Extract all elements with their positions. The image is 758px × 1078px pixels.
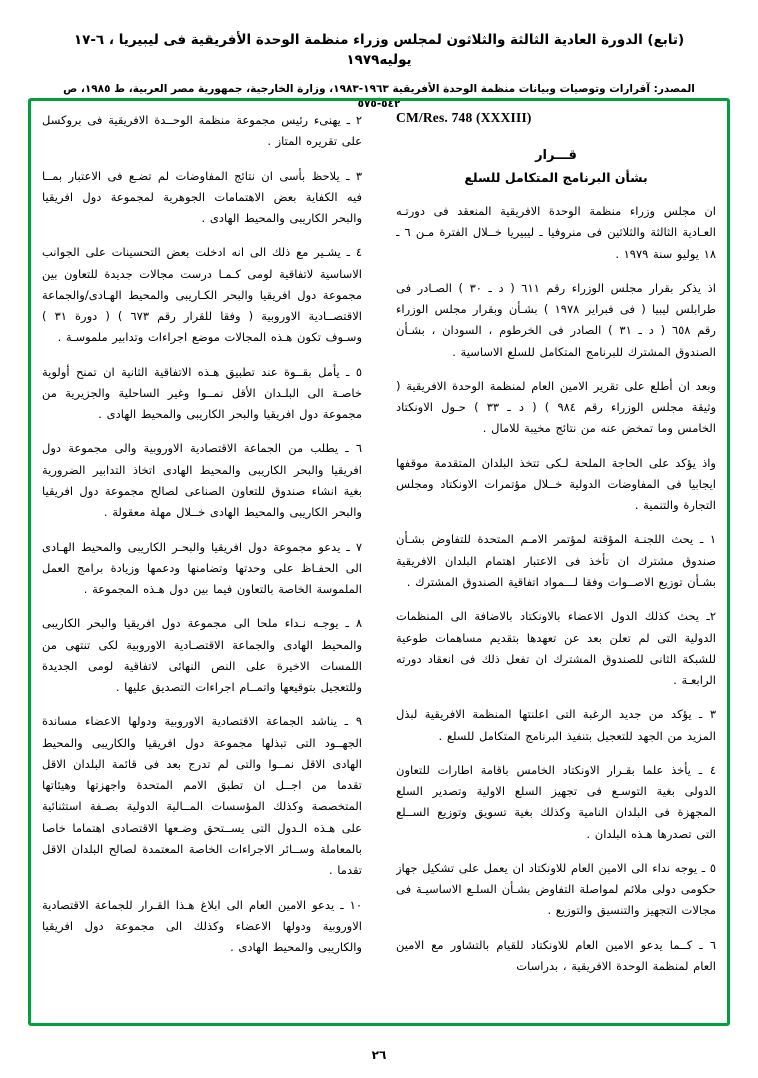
paragraph: ٧ ـ يدعو مجموعة دول افريقيا والبحـر الكاريبى والمحيط الهـادى الى الحفـاظ على وحدتها وتضامنها ودعمها وزيادة برامج العمل الملموسة الخاصة بالتعاون فيما بين دول هـذه المجموعة . bbox=[42, 539, 362, 597]
document-subtitle: بشأن البرنامج المتكامل للسلع bbox=[464, 170, 648, 185]
document-title: قـــرار bbox=[535, 148, 577, 163]
paragraph: اذ يذكر بقرار مجلس الوزراء رقم ٦١١ ( د ـ ٣٠ ) الصـادر فى طرابلس ليبيا ( فى فبراير ١٩٧٨ ) بشـأن وبقرار مجلس الوزراء رقم ٦٥٨ ( د ـ ٣١ ) الصادر فى الخرطوم ، السودان ، بشـأن الصندوق المشترك للبرنامج المتكامل للسلع الاساسية . bbox=[396, 280, 716, 359]
paragraph: ٢ ـ يهنىء رئيس مجموعة منظمة الوحــدة الافريقية فى بروكسل على تقريره المتاز . bbox=[42, 113, 362, 149]
paragraph: ٥ ـ يوجه نداء الى الامين العام للاونكتاد ان يعمل على تشكيل جهاز حكومى دولى ملائم لمواصلة التفاوض بشـأن السلـع الاساسيـة فى مجالات التجهيز والتنسيق والتوزيع . bbox=[396, 860, 716, 918]
two-column-body bbox=[42, 110, 716, 1016]
column-right bbox=[396, 110, 716, 1016]
paragraph: ١ ـ يحث اللجنـة المؤقتة لمؤتمر الامـم المتحدة للتفاوض بشـأن صندوق مشترك ان تأخذ فى الاعتبار اهتمام البلدان الافريقية بشـأن توزيع الاصــوات وفقا لـــمواد اتفاقية الصندوق المشترك . bbox=[396, 532, 716, 589]
paragraph: ٣ ـ يؤكد من جديد الرغبة التى اعلنتها المنظمة الافريقية لبذل المزيد من الجهد للتعجيل بتنفيذ البرنامج المتكامل للسلع . bbox=[396, 707, 716, 743]
paragraph: ٦ ـ يطلب من الجماعة الاقتصادية الاوروبية والى مجموعة دول افريقيا والبحر الكاريبى والمحيط الهادى اتخاذ التدابير الضرورية بغية انشاء صندوق للتعاون الصناعى لصالح مجموعة دول افريقيا والبحر الكاريبى والمحيط الهادى خــلال مهلة معقولة . bbox=[42, 441, 362, 520]
paragraph: ٩ ـ يناشد الجماعة الاقتصادية الاوروبية ودولها الاعضاء مساندة الجهــود التى تبذلها مجموعة دول افريقيا والكاريبى والمحيط الهادى الاقل نمــوا والتى لم تدرج بعد فى قائمة البلدان الاقل تقدما من اجــل ان تطبق الامم المتحدة واجهزتها وهيئاتها المتخصصة وكذلك المؤسسات المــالية الدولية بصـفة استثنائية على هـذه الـدول التى يســتحق وضـعها الاقتصادى اهتماما خاصا بالمعاملة وســائر الاجراءات الخاصة المعتمدة لصالح البلدان الاقل تقدما . bbox=[42, 714, 362, 878]
paragraph: ٨ ـ يوجـه نـداء ملحا الى مجموعة دول افريقيا والبحر الكاريبى والمحيط الهادى والجماعة الاقتصـادية الاوروبية لكى تنتهى من اللمسات الاخيرة على النص النهائى لاتفاقية لومى الجديدة وللتعجيل بتوقيعها واتمــام اجراءات التصديق عليها . bbox=[42, 616, 362, 695]
paragraph: واذ يؤكد على الحاجة الملحة لـكى تتخذ البلدان المتقدمة موقفها ايجابيا فى المفاوضات الدولية خــلال مؤتمرات الاونكتاد ومجلس التجارة والتنمية . bbox=[396, 455, 716, 513]
page-number: ٢٦ bbox=[371, 1048, 387, 1062]
paragraph: ٥ ـ يأمل بقــوة عند تطبيق هـذه الاتفاقية الثانية ان تمنح أولوية خاصـة الى البلـدان الأقل نمــوا وغير الساحلية والجزيرية من مجموعة دول افريقيا والبحر الكاريبى والمحيط الهادى . bbox=[42, 364, 362, 422]
page-header bbox=[0, 0, 758, 113]
paragraph: وبعد ان أطلع على تقرير الامين العام لمنظمة الوحدة الافريقية ( وثيقة مجلس الوزراء رقم ٩٨٤ ) ( د ـ ٣٣ ) حـول الاونكتاد الخامس وما تمخض عنه من نتائج مخيبة للامال . bbox=[396, 378, 716, 436]
header-title: (تابع) الدورة العادية الثالثة والثلاثون لمجلس وزراء منظمة الوحدة الأفريقية فى ليبيريا ، ٦-١٧ يوليه١٩٧٩ bbox=[73, 32, 685, 69]
paragraph: ٦ ـ كــما يدعو الامين العام للاونكتاد للقيام بالتشاور مع الامين العام لمنظمة الوحدة الافريقية ، بدراسات bbox=[396, 937, 716, 973]
column-left bbox=[42, 110, 362, 1016]
paragraph: ان مجلس وزراء منظمة الوحدة الافريقية المنعقد فى دورتـه العـادية الثالثة والثلاثين فى منروفيا ـ ليبيريا خــلال الفترة مـن ٦ ـ ١٨ يوليو سنة ١٩٧٩ . bbox=[396, 204, 716, 261]
paragraph: ٤ ـ يشـير مع ذلك الى انه ادخلت بعض التحسينات على الجوانب الاساسية لاتفاقية لومى كـمـا درست مجالات جديدة للتعاون بين مجموعة دول افريقيا والبحر الكـاريبى والمحيط الهـادى/والجماعة الاقتصــادية الاوروبية ( وفقا للقرار رقم ٦٧٣ ) ( دورة ٣١ ) وسـوف تكون هـذه المجالات موضع اجراءات وتدابير ملموسـة . bbox=[42, 245, 362, 345]
header-source: المصدر: آقرارات وتوصيات وبيانات منظمة الوحدة الأفريقية ١٩٦٣-١٩٨٣، وزارة الخارجية، جمهورية مصر العربية، ط ١٩٨٥، ص ٥٤٢-٥٧٥ْ bbox=[63, 82, 695, 111]
paragraph: ١٠ ـ يدعو الامين العام الى ابلاغ هـذا القـرار للجماعة الاقتصادية الاوروبية ودولها الاعضاء وكذلك الى مجموعة دول افريقيا والكاريبى والمحيط الهادى . bbox=[42, 897, 362, 955]
paragraph: ٣ ـ يلاحظ بأسى ان نتائج المفاوضات لم تضـع فى الاعتبار بمــا فيه الكفاية بعض الاهتمامات الجوهرية لمجموعة دول افريقيا والبحر الكاريبى والمحيط الهادى . bbox=[42, 168, 362, 226]
paragraph: ٢ـ يحث كذلك الدول الاعضاء بالاونكتاد بالاضافة الى المنظمات الدولية التى لم تعلن بعد عن تعهدها بتقديم مساهمات طوعية للشبكة الثانى للصندوق المشترك ان تفعل ذلك فى انعقاد دورته الرابعـة . bbox=[396, 609, 716, 688]
resolution-code: CM/Res. 748 (XXXIII) bbox=[396, 110, 532, 125]
paragraph: ٤ ـ يأخذ علما بقـرار الاونكتاد الخامس باقامة اطارات للتعاون الدولى بغية التوسـع فى تجهيز السلع الاولية وتصدير السلع المجهزة فى البلدان النامية وكذلك بغية تسويق وتوزيع الســلع التى تصدرها هـذه البلدان . bbox=[396, 762, 716, 841]
